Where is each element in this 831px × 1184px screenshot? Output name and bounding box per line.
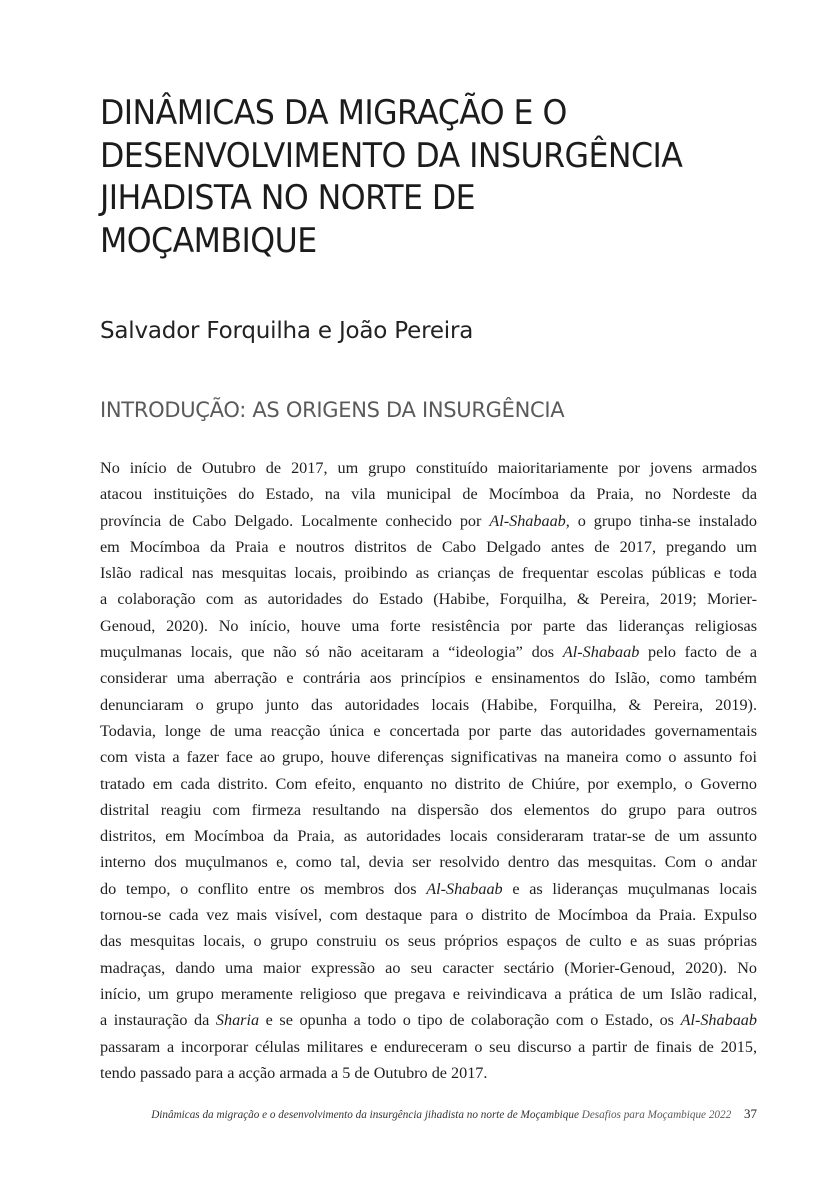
chapter-title xyxy=(100,92,732,262)
paragraph-line: em Mocímboa da Praia e noutros distritos de Cabo Delgado antes de 2017, pregando um xyxy=(100,537,757,556)
italic-term: Al-Shabaab xyxy=(489,511,566,530)
paragraph-line: madraças, dando uma maior expressão ao seu caracter sectário (Morier-Genoud, 2020). No xyxy=(100,958,757,977)
section-heading: INTRODUÇÃO: AS ORIGENS DA INSURGÊNCIA xyxy=(100,398,565,422)
page-number: 37 xyxy=(744,1106,757,1121)
page-footer xyxy=(100,1106,757,1122)
paragraph-line: passaram a incorporar células militares e endureceram o seu discurso a partir de finais de 2015, xyxy=(100,1037,757,1056)
paragraph-line: Todavia, longe de uma reacção única e concertada por parte das autoridades governamentais xyxy=(100,721,757,740)
paragraph-line: No início de Outubro de 2017, um grupo constituído maioritariamente por jovens armados xyxy=(100,459,757,477)
italic-term: Sharia xyxy=(215,1011,260,1030)
paragraph-line: província de Cabo Delgado. Localmente conhecido por Al-Shabaab, o grupo tinha-se instalado xyxy=(100,511,757,530)
chapter-title-line: DINÂMICAS DA MIGRAÇÃO E O xyxy=(100,93,567,133)
body-paragraph xyxy=(100,455,757,1086)
italic-term: Al-Shabaab xyxy=(562,643,640,662)
italic-term: Al-Shabaab xyxy=(680,1011,757,1030)
paragraph-line: considerar uma aberração e contrária aos princípios e ensinamentos do Islão, como também xyxy=(100,669,757,688)
paragraph-line: tratado em cada distrito. Com efeito, enquanto no distrito de Chiúre, por exemplo, o Governo xyxy=(100,774,757,793)
paragraph-line: com vista a fazer face ao grupo, houve diferenças significativas na maneira como o assunto foi xyxy=(100,748,757,767)
paragraph-line: das mesquitas locais, o grupo construiu os seus próprios espaços de culto e as suas próprias xyxy=(100,932,757,951)
paragraph-line: atacou instituições do Estado, na vila municipal de Mocímboa da Praia, no Nordeste da xyxy=(100,485,757,504)
paragraph-line: interno dos muçulmanos e, como tal, devia ser resolvido dentro das mesquitas. Com o andar xyxy=(100,853,757,872)
chapter-title-line: JIHADISTA NO NORTE DE xyxy=(100,178,476,218)
paragraph-line: distritos, em Mocímboa da Praia, as autoridades locais consideraram tratar-se de um assunto xyxy=(100,827,757,846)
paragraph-line: tendo passado para a acção armada a 5 de Outubro de 2017. xyxy=(100,1063,488,1082)
paragraph-line: distrital reagiu com firmeza resultando na dispersão dos elementos do grupo para outros xyxy=(100,800,757,819)
running-title: Dinâmicas da migração e o desenvolvimento da insurgência jihadista no norte de Moçambique xyxy=(151,1109,579,1121)
chapter-title-line: MOÇAMBIQUE xyxy=(100,220,317,261)
paragraph-line: Islão radical nas mesquitas locais, proibindo as crianças de frequentar escolas públicas e toda xyxy=(100,564,757,583)
chapter-authors: Salvador Forquilha e João Pereira xyxy=(100,318,474,344)
paragraph-line: denunciaram o grupo junto das autoridades locais (Habibe, Forquilha, & Pereira, 2019). xyxy=(100,695,757,714)
paragraph-line: a colaboração com as autoridades do Estado (Habibe, Forquilha, & Pereira, 2019; Morier- xyxy=(100,590,757,609)
paragraph-line: a instauração da Sharia e se opunha a todo o tipo de colaboração com o Estado, os Al-Shabaab xyxy=(100,1011,757,1030)
italic-term: Al-Shabaab xyxy=(426,879,503,898)
series-title: Desafios para Moçambique 2022 xyxy=(581,1109,732,1121)
paragraph-line: do tempo, o conflito entre os membros dos Al-Shabaab e as lideranças muçulmanas locais xyxy=(100,879,757,898)
paragraph-line: muçulmanas locais, que não só não aceitaram a “ideologia” dos Al-Shabaab pelo facto de a xyxy=(100,643,757,662)
chapter-title-line: DESENVOLVIMENTO DA INSURGÊNCIA xyxy=(100,135,683,176)
paragraph-line: Genoud, 2020). No início, houve uma forte resistência por parte das lideranças religiosas xyxy=(100,616,757,635)
paragraph-line: início, um grupo meramente religioso que pregava e reivindicava a prática de um Islão radical, xyxy=(100,984,757,1003)
paragraph-line: tornou-se cada vez mais visível, com destaque para o distrito de Mocímboa da Praia. Expulso xyxy=(100,906,757,925)
